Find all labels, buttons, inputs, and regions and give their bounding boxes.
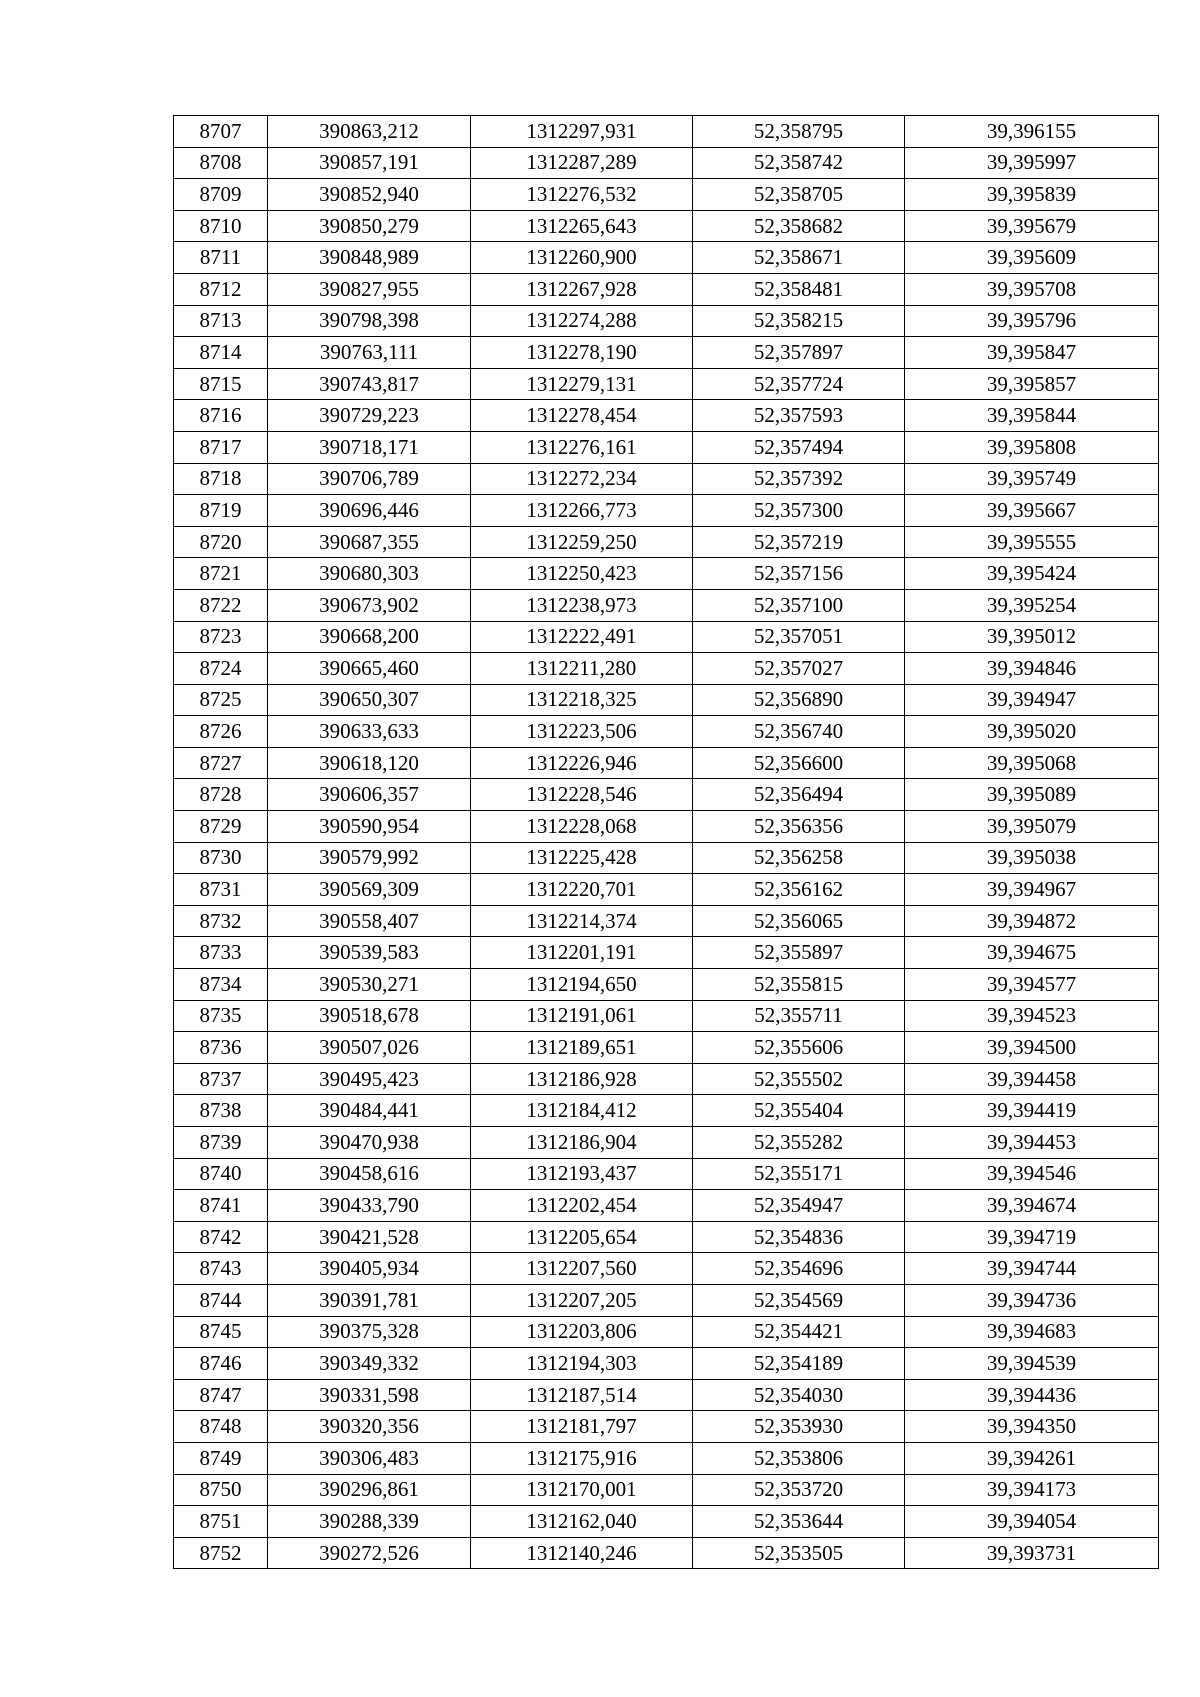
latitude-cell: 52,355815 <box>693 969 905 1001</box>
x-coordinate-cell: 390421,528 <box>268 1221 471 1253</box>
longitude-cell: 39,395796 <box>905 305 1159 337</box>
table-row <box>174 1000 1159 1032</box>
latitude-cell: 52,355897 <box>693 937 905 969</box>
latitude-cell: 52,354569 <box>693 1284 905 1316</box>
table-row <box>174 273 1159 305</box>
point-number-cell: 8736 <box>174 1032 268 1064</box>
latitude-cell: 52,357897 <box>693 337 905 369</box>
coordinates-table <box>173 115 1159 1569</box>
latitude-cell: 52,358742 <box>693 147 905 179</box>
latitude-cell: 52,357724 <box>693 368 905 400</box>
table-row <box>174 1253 1159 1285</box>
y-coordinate-cell: 1312267,928 <box>471 273 693 305</box>
table-row <box>174 779 1159 811</box>
longitude-cell: 39,394546 <box>905 1158 1159 1190</box>
y-coordinate-cell: 1312162,040 <box>471 1506 693 1538</box>
point-number-cell: 8735 <box>174 1000 268 1032</box>
longitude-cell: 39,395012 <box>905 621 1159 653</box>
x-coordinate-cell: 390668,200 <box>268 621 471 653</box>
x-coordinate-cell: 390763,111 <box>268 337 471 369</box>
latitude-cell: 52,355171 <box>693 1158 905 1190</box>
latitude-cell: 52,353720 <box>693 1474 905 1506</box>
y-coordinate-cell: 1312287,289 <box>471 147 693 179</box>
y-coordinate-cell: 1312266,773 <box>471 495 693 527</box>
table-row <box>174 811 1159 843</box>
point-number-cell: 8710 <box>174 210 268 242</box>
longitude-cell: 39,394736 <box>905 1284 1159 1316</box>
table-row <box>174 526 1159 558</box>
latitude-cell: 52,356890 <box>693 684 905 716</box>
y-coordinate-cell: 1312184,412 <box>471 1095 693 1127</box>
y-coordinate-cell: 1312193,437 <box>471 1158 693 1190</box>
latitude-cell: 52,356600 <box>693 747 905 779</box>
point-number-cell: 8724 <box>174 653 268 685</box>
longitude-cell: 39,395857 <box>905 368 1159 400</box>
latitude-cell: 52,356494 <box>693 779 905 811</box>
longitude-cell: 39,396155 <box>905 116 1159 148</box>
latitude-cell: 52,354030 <box>693 1379 905 1411</box>
table-row <box>174 1506 1159 1538</box>
table-row <box>174 147 1159 179</box>
point-number-cell: 8713 <box>174 305 268 337</box>
table-row <box>174 589 1159 621</box>
x-coordinate-cell: 390558,407 <box>268 905 471 937</box>
y-coordinate-cell: 1312194,650 <box>471 969 693 1001</box>
y-coordinate-cell: 1312187,514 <box>471 1379 693 1411</box>
table-row <box>174 1095 1159 1127</box>
latitude-cell: 52,353930 <box>693 1411 905 1443</box>
longitude-cell: 39,394261 <box>905 1442 1159 1474</box>
longitude-cell: 39,394947 <box>905 684 1159 716</box>
table-row <box>174 1537 1159 1569</box>
point-number-cell: 8740 <box>174 1158 268 1190</box>
table-row <box>174 1284 1159 1316</box>
latitude-cell: 52,355711 <box>693 1000 905 1032</box>
x-coordinate-cell: 390375,328 <box>268 1316 471 1348</box>
longitude-cell: 39,394173 <box>905 1474 1159 1506</box>
x-coordinate-cell: 390798,398 <box>268 305 471 337</box>
point-number-cell: 8723 <box>174 621 268 653</box>
y-coordinate-cell: 1312250,423 <box>471 558 693 590</box>
point-number-cell: 8733 <box>174 937 268 969</box>
table-row <box>174 495 1159 527</box>
y-coordinate-cell: 1312228,546 <box>471 779 693 811</box>
longitude-cell: 39,395254 <box>905 589 1159 621</box>
point-number-cell: 8725 <box>174 684 268 716</box>
table-row <box>174 116 1159 148</box>
y-coordinate-cell: 1312207,560 <box>471 1253 693 1285</box>
table-row <box>174 747 1159 779</box>
longitude-cell: 39,395844 <box>905 400 1159 432</box>
y-coordinate-cell: 1312265,643 <box>471 210 693 242</box>
table-row <box>174 242 1159 274</box>
latitude-cell: 52,354421 <box>693 1316 905 1348</box>
x-coordinate-cell: 390687,355 <box>268 526 471 558</box>
longitude-cell: 39,394577 <box>905 969 1159 1001</box>
latitude-cell: 52,356356 <box>693 811 905 843</box>
latitude-cell: 52,354947 <box>693 1190 905 1222</box>
longitude-cell: 39,395555 <box>905 526 1159 558</box>
longitude-cell: 39,394744 <box>905 1253 1159 1285</box>
latitude-cell: 52,356740 <box>693 716 905 748</box>
table-row <box>174 463 1159 495</box>
longitude-cell: 39,394967 <box>905 874 1159 906</box>
point-number-cell: 8732 <box>174 905 268 937</box>
point-number-cell: 8716 <box>174 400 268 432</box>
longitude-cell: 39,395089 <box>905 779 1159 811</box>
longitude-cell: 39,393731 <box>905 1537 1159 1569</box>
longitude-cell: 39,394674 <box>905 1190 1159 1222</box>
point-number-cell: 8707 <box>174 116 268 148</box>
table-row <box>174 558 1159 590</box>
y-coordinate-cell: 1312170,001 <box>471 1474 693 1506</box>
longitude-cell: 39,394419 <box>905 1095 1159 1127</box>
y-coordinate-cell: 1312175,916 <box>471 1442 693 1474</box>
longitude-cell: 39,394872 <box>905 905 1159 937</box>
point-number-cell: 8746 <box>174 1348 268 1380</box>
latitude-cell: 52,358215 <box>693 305 905 337</box>
table-row <box>174 1190 1159 1222</box>
y-coordinate-cell: 1312272,234 <box>471 463 693 495</box>
y-coordinate-cell: 1312201,191 <box>471 937 693 969</box>
table-row <box>174 337 1159 369</box>
latitude-cell: 52,358671 <box>693 242 905 274</box>
longitude-cell: 39,395020 <box>905 716 1159 748</box>
latitude-cell: 52,355606 <box>693 1032 905 1064</box>
point-number-cell: 8709 <box>174 179 268 211</box>
x-coordinate-cell: 390729,223 <box>268 400 471 432</box>
y-coordinate-cell: 1312223,506 <box>471 716 693 748</box>
longitude-cell: 39,395839 <box>905 179 1159 211</box>
longitude-cell: 39,394500 <box>905 1032 1159 1064</box>
y-coordinate-cell: 1312191,061 <box>471 1000 693 1032</box>
longitude-cell: 39,395808 <box>905 431 1159 463</box>
point-number-cell: 8748 <box>174 1411 268 1443</box>
longitude-cell: 39,394054 <box>905 1506 1159 1538</box>
longitude-cell: 39,395424 <box>905 558 1159 590</box>
latitude-cell: 52,354696 <box>693 1253 905 1285</box>
y-coordinate-cell: 1312222,491 <box>471 621 693 653</box>
table-row <box>174 1063 1159 1095</box>
longitude-cell: 39,394719 <box>905 1221 1159 1253</box>
point-number-cell: 8727 <box>174 747 268 779</box>
y-coordinate-cell: 1312220,701 <box>471 874 693 906</box>
longitude-cell: 39,395708 <box>905 273 1159 305</box>
longitude-cell: 39,395068 <box>905 747 1159 779</box>
point-number-cell: 8714 <box>174 337 268 369</box>
longitude-cell: 39,395667 <box>905 495 1159 527</box>
x-coordinate-cell: 390718,171 <box>268 431 471 463</box>
y-coordinate-cell: 1312189,651 <box>471 1032 693 1064</box>
x-coordinate-cell: 390852,940 <box>268 179 471 211</box>
table-row <box>174 1348 1159 1380</box>
x-coordinate-cell: 390650,307 <box>268 684 471 716</box>
point-number-cell: 8742 <box>174 1221 268 1253</box>
x-coordinate-cell: 390590,954 <box>268 811 471 843</box>
table-row <box>174 1127 1159 1159</box>
x-coordinate-cell: 390458,616 <box>268 1158 471 1190</box>
longitude-cell: 39,395847 <box>905 337 1159 369</box>
x-coordinate-cell: 390665,460 <box>268 653 471 685</box>
longitude-cell: 39,395609 <box>905 242 1159 274</box>
point-number-cell: 8731 <box>174 874 268 906</box>
y-coordinate-cell: 1312259,250 <box>471 526 693 558</box>
longitude-cell: 39,394523 <box>905 1000 1159 1032</box>
y-coordinate-cell: 1312203,806 <box>471 1316 693 1348</box>
point-number-cell: 8711 <box>174 242 268 274</box>
longitude-cell: 39,394846 <box>905 653 1159 685</box>
y-coordinate-cell: 1312186,928 <box>471 1063 693 1095</box>
x-coordinate-cell: 390349,332 <box>268 1348 471 1380</box>
x-coordinate-cell: 390530,271 <box>268 969 471 1001</box>
latitude-cell: 52,353806 <box>693 1442 905 1474</box>
longitude-cell: 39,394539 <box>905 1348 1159 1380</box>
x-coordinate-cell: 390633,633 <box>268 716 471 748</box>
latitude-cell: 52,354836 <box>693 1221 905 1253</box>
longitude-cell: 39,395997 <box>905 147 1159 179</box>
y-coordinate-cell: 1312207,205 <box>471 1284 693 1316</box>
table-row <box>174 179 1159 211</box>
latitude-cell: 52,353505 <box>693 1537 905 1569</box>
x-coordinate-cell: 390827,955 <box>268 273 471 305</box>
latitude-cell: 52,357100 <box>693 589 905 621</box>
table-row <box>174 368 1159 400</box>
table-row <box>174 1316 1159 1348</box>
y-coordinate-cell: 1312274,288 <box>471 305 693 337</box>
latitude-cell: 52,356258 <box>693 842 905 874</box>
table-row <box>174 905 1159 937</box>
coordinates-table-body <box>174 116 1159 1569</box>
y-coordinate-cell: 1312186,904 <box>471 1127 693 1159</box>
y-coordinate-cell: 1312225,428 <box>471 842 693 874</box>
latitude-cell: 52,356065 <box>693 905 905 937</box>
longitude-cell: 39,395679 <box>905 210 1159 242</box>
x-coordinate-cell: 390848,989 <box>268 242 471 274</box>
x-coordinate-cell: 390743,817 <box>268 368 471 400</box>
table-row <box>174 1158 1159 1190</box>
point-number-cell: 8730 <box>174 842 268 874</box>
y-coordinate-cell: 1312228,068 <box>471 811 693 843</box>
table-row <box>174 621 1159 653</box>
latitude-cell: 52,355502 <box>693 1063 905 1095</box>
point-number-cell: 8726 <box>174 716 268 748</box>
latitude-cell: 52,357027 <box>693 653 905 685</box>
longitude-cell: 39,394675 <box>905 937 1159 969</box>
y-coordinate-cell: 1312276,161 <box>471 431 693 463</box>
latitude-cell: 52,358682 <box>693 210 905 242</box>
latitude-cell: 52,353644 <box>693 1506 905 1538</box>
latitude-cell: 52,357494 <box>693 431 905 463</box>
point-number-cell: 8718 <box>174 463 268 495</box>
table-row <box>174 1474 1159 1506</box>
table-row <box>174 969 1159 1001</box>
y-coordinate-cell: 1312238,973 <box>471 589 693 621</box>
x-coordinate-cell: 390507,026 <box>268 1032 471 1064</box>
point-number-cell: 8734 <box>174 969 268 1001</box>
x-coordinate-cell: 390673,902 <box>268 589 471 621</box>
table-row <box>174 842 1159 874</box>
longitude-cell: 39,395749 <box>905 463 1159 495</box>
point-number-cell: 8738 <box>174 1095 268 1127</box>
longitude-cell: 39,394436 <box>905 1379 1159 1411</box>
longitude-cell: 39,395038 <box>905 842 1159 874</box>
latitude-cell: 52,354189 <box>693 1348 905 1380</box>
point-number-cell: 8721 <box>174 558 268 590</box>
x-coordinate-cell: 390484,441 <box>268 1095 471 1127</box>
x-coordinate-cell: 390405,934 <box>268 1253 471 1285</box>
table-row <box>174 1442 1159 1474</box>
latitude-cell: 52,356162 <box>693 874 905 906</box>
x-coordinate-cell: 390680,303 <box>268 558 471 590</box>
point-number-cell: 8751 <box>174 1506 268 1538</box>
latitude-cell: 52,355282 <box>693 1127 905 1159</box>
point-number-cell: 8728 <box>174 779 268 811</box>
y-coordinate-cell: 1312278,454 <box>471 400 693 432</box>
point-number-cell: 8752 <box>174 1537 268 1569</box>
x-coordinate-cell: 390391,781 <box>268 1284 471 1316</box>
x-coordinate-cell: 390470,938 <box>268 1127 471 1159</box>
x-coordinate-cell: 390296,861 <box>268 1474 471 1506</box>
x-coordinate-cell: 390696,446 <box>268 495 471 527</box>
x-coordinate-cell: 390569,309 <box>268 874 471 906</box>
y-coordinate-cell: 1312202,454 <box>471 1190 693 1222</box>
table-row <box>174 431 1159 463</box>
y-coordinate-cell: 1312194,303 <box>471 1348 693 1380</box>
table-row <box>174 1411 1159 1443</box>
latitude-cell: 52,358481 <box>693 273 905 305</box>
y-coordinate-cell: 1312218,325 <box>471 684 693 716</box>
point-number-cell: 8741 <box>174 1190 268 1222</box>
x-coordinate-cell: 390306,483 <box>268 1442 471 1474</box>
x-coordinate-cell: 390320,356 <box>268 1411 471 1443</box>
latitude-cell: 52,357392 <box>693 463 905 495</box>
x-coordinate-cell: 390579,992 <box>268 842 471 874</box>
table-row <box>174 716 1159 748</box>
latitude-cell: 52,357156 <box>693 558 905 590</box>
point-number-cell: 8739 <box>174 1127 268 1159</box>
table-row <box>174 1032 1159 1064</box>
point-number-cell: 8717 <box>174 431 268 463</box>
point-number-cell: 8720 <box>174 526 268 558</box>
x-coordinate-cell: 390618,120 <box>268 747 471 779</box>
latitude-cell: 52,358795 <box>693 116 905 148</box>
point-number-cell: 8737 <box>174 1063 268 1095</box>
table-row <box>174 1379 1159 1411</box>
longitude-cell: 39,394683 <box>905 1316 1159 1348</box>
table-row <box>174 1221 1159 1253</box>
longitude-cell: 39,395079 <box>905 811 1159 843</box>
x-coordinate-cell: 390539,583 <box>268 937 471 969</box>
x-coordinate-cell: 390433,790 <box>268 1190 471 1222</box>
y-coordinate-cell: 1312276,532 <box>471 179 693 211</box>
table-row <box>174 653 1159 685</box>
latitude-cell: 52,357300 <box>693 495 905 527</box>
y-coordinate-cell: 1312279,131 <box>471 368 693 400</box>
longitude-cell: 39,394458 <box>905 1063 1159 1095</box>
y-coordinate-cell: 1312181,797 <box>471 1411 693 1443</box>
x-coordinate-cell: 390288,339 <box>268 1506 471 1538</box>
point-number-cell: 8729 <box>174 811 268 843</box>
y-coordinate-cell: 1312205,654 <box>471 1221 693 1253</box>
latitude-cell: 52,358705 <box>693 179 905 211</box>
y-coordinate-cell: 1312260,900 <box>471 242 693 274</box>
table-row <box>174 305 1159 337</box>
point-number-cell: 8715 <box>174 368 268 400</box>
y-coordinate-cell: 1312297,931 <box>471 116 693 148</box>
y-coordinate-cell: 1312214,374 <box>471 905 693 937</box>
latitude-cell: 52,357219 <box>693 526 905 558</box>
y-coordinate-cell: 1312278,190 <box>471 337 693 369</box>
point-number-cell: 8743 <box>174 1253 268 1285</box>
point-number-cell: 8719 <box>174 495 268 527</box>
latitude-cell: 52,357593 <box>693 400 905 432</box>
point-number-cell: 8747 <box>174 1379 268 1411</box>
y-coordinate-cell: 1312211,280 <box>471 653 693 685</box>
x-coordinate-cell: 390518,678 <box>268 1000 471 1032</box>
point-number-cell: 8745 <box>174 1316 268 1348</box>
point-number-cell: 8749 <box>174 1442 268 1474</box>
table-row <box>174 400 1159 432</box>
point-number-cell: 8722 <box>174 589 268 621</box>
x-coordinate-cell: 390706,789 <box>268 463 471 495</box>
x-coordinate-cell: 390863,212 <box>268 116 471 148</box>
y-coordinate-cell: 1312140,246 <box>471 1537 693 1569</box>
table-row <box>174 210 1159 242</box>
point-number-cell: 8708 <box>174 147 268 179</box>
point-number-cell: 8744 <box>174 1284 268 1316</box>
x-coordinate-cell: 390850,279 <box>268 210 471 242</box>
y-coordinate-cell: 1312226,946 <box>471 747 693 779</box>
latitude-cell: 52,355404 <box>693 1095 905 1127</box>
longitude-cell: 39,394453 <box>905 1127 1159 1159</box>
x-coordinate-cell: 390495,423 <box>268 1063 471 1095</box>
point-number-cell: 8750 <box>174 1474 268 1506</box>
table-row <box>174 684 1159 716</box>
x-coordinate-cell: 390272,526 <box>268 1537 471 1569</box>
longitude-cell: 39,394350 <box>905 1411 1159 1443</box>
latitude-cell: 52,357051 <box>693 621 905 653</box>
table-row <box>174 874 1159 906</box>
x-coordinate-cell: 390857,191 <box>268 147 471 179</box>
x-coordinate-cell: 390331,598 <box>268 1379 471 1411</box>
point-number-cell: 8712 <box>174 273 268 305</box>
x-coordinate-cell: 390606,357 <box>268 779 471 811</box>
table-row <box>174 937 1159 969</box>
